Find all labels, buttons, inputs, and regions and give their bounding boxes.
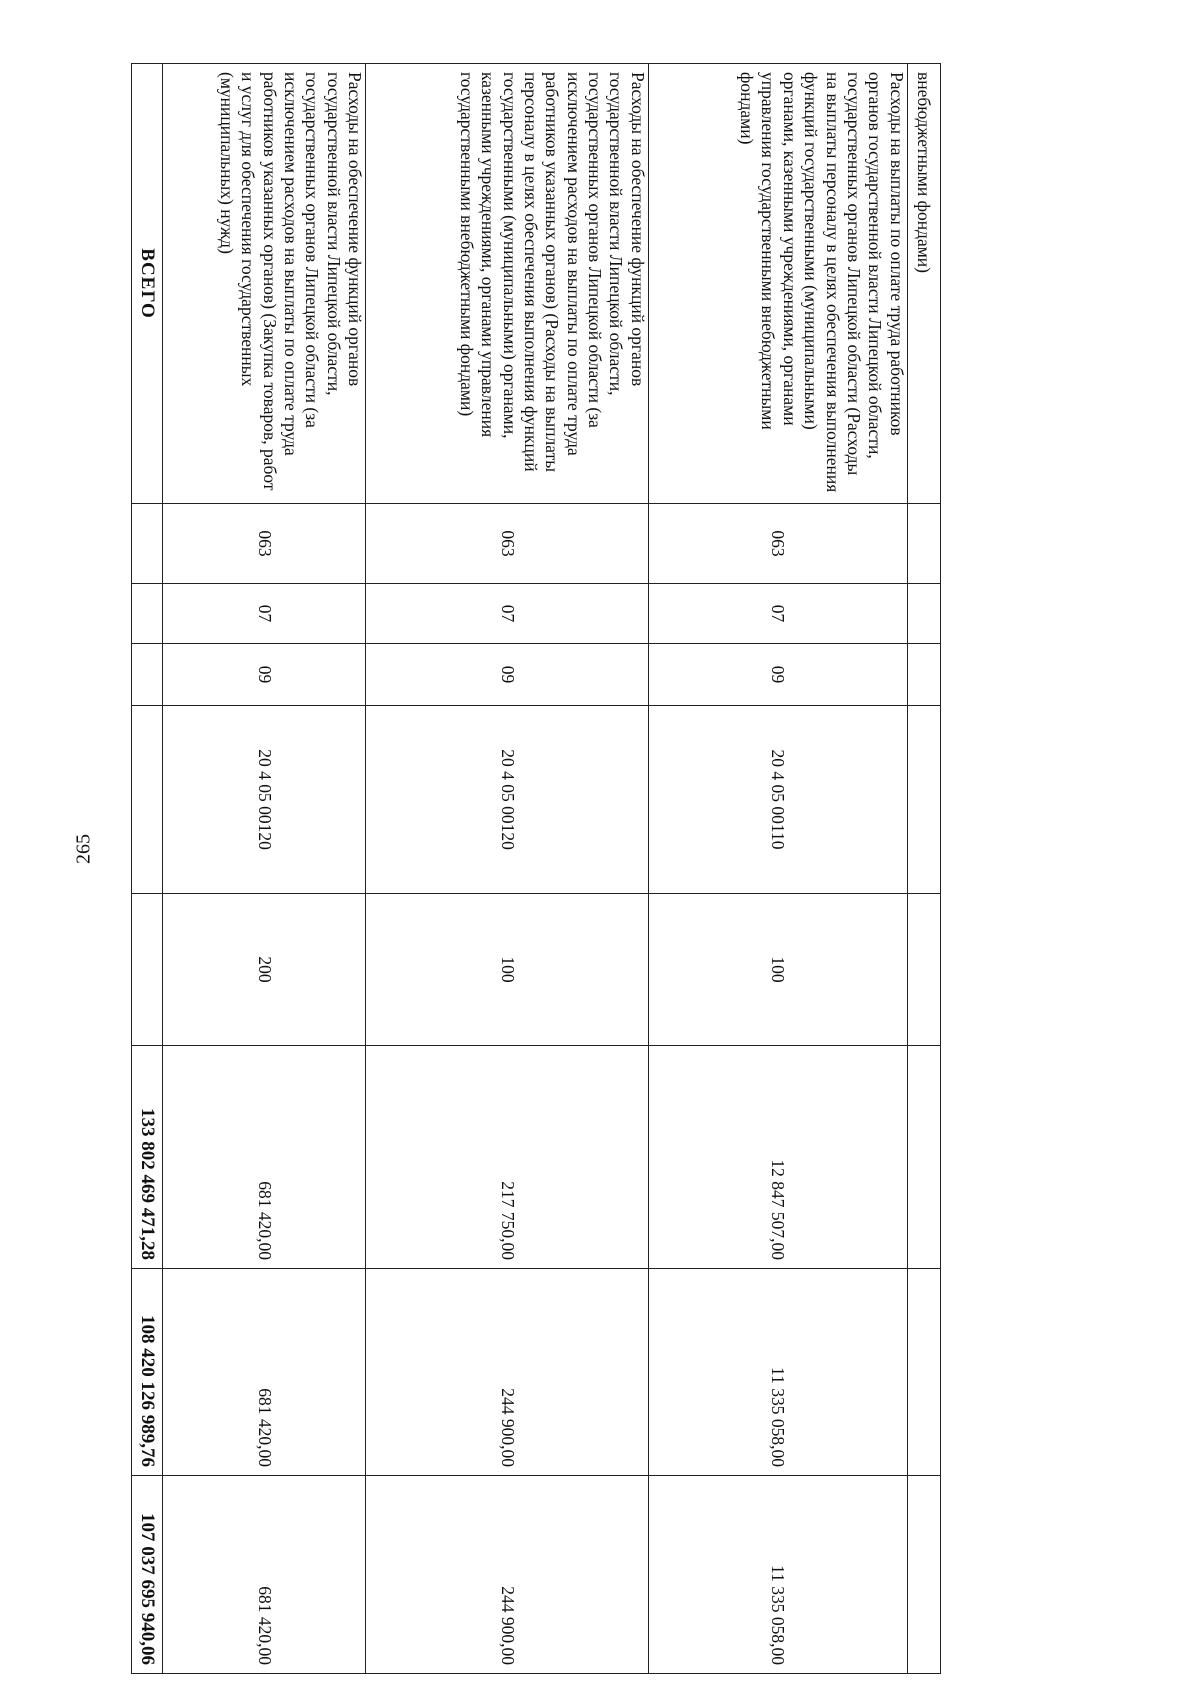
continuation-text: внебюджетными фондами) bbox=[907, 64, 940, 504]
empty-cell bbox=[132, 894, 163, 1046]
expense-description: Расходы на обеспечение функций органов государственной власти Липецкой области, государственных органов Липецкой области (за исключением расходов на выплаты по оплате труда работников указанных органов) (Расходы на выплаты персоналу в целях обеспечения выполнения функций государственными (муниципальными) органами, казенными учреждениями, органами управления государственными внебюджетными фондами) bbox=[366, 64, 649, 504]
sum-year-1: 681 420,00 bbox=[163, 1046, 366, 1269]
total-sum-year-1: 133 802 469 471,28 bbox=[132, 1046, 163, 1269]
empty-cell bbox=[907, 1269, 940, 1476]
continuation-row bbox=[907, 64, 940, 1674]
sum-year-1: 217 750,00 bbox=[366, 1046, 649, 1269]
expense-type-code: 100 bbox=[366, 894, 649, 1046]
sum-year-3: 681 420,00 bbox=[163, 1476, 366, 1674]
empty-cell bbox=[132, 706, 163, 894]
total-row bbox=[132, 64, 163, 1674]
sum-year-2: 244 900,00 bbox=[366, 1269, 649, 1476]
sum-year-3: 244 900,00 bbox=[366, 1476, 649, 1674]
target-article-code: 20 4 05 00120 bbox=[366, 706, 649, 894]
empty-cell bbox=[132, 584, 163, 644]
empty-cell bbox=[907, 706, 940, 894]
total-label: ВСЕГО bbox=[132, 64, 163, 504]
expense-type-code: 100 bbox=[648, 894, 907, 1046]
expense-description: Расходы на выплаты по оплате труда работников органов государственной власти Липецкой области, государственных органов Липецкой области (Расходы на выплаты персоналу в целях обеспечения выполнения функций государственными (муниципальными) органами, казенными учреждениями, органами управления государственными внебюджетными фондами) bbox=[648, 64, 907, 504]
page-number: 265 bbox=[72, 834, 95, 864]
table-row bbox=[163, 64, 366, 1674]
ministry-code: 063 bbox=[366, 504, 649, 584]
section-code: 07 bbox=[366, 584, 649, 644]
expense-description: Расходы на обеспечение функций органов государственной власти Липецкой области, государственных органов Липецкой области (за исключением расходов на выплаты по оплате труда работников указанных органов) (Закупка товаров, работ и услуг для обеспечения государственных (муниципальных) нужд) bbox=[163, 64, 366, 504]
rotated-page-content bbox=[131, 63, 941, 1673]
empty-cell bbox=[907, 1046, 940, 1269]
section-code: 07 bbox=[163, 584, 366, 644]
sum-year-3: 11 335 058,00 bbox=[648, 1476, 907, 1674]
total-sum-year-3: 107 037 695 940,06 bbox=[132, 1476, 163, 1674]
empty-cell bbox=[907, 1476, 940, 1674]
target-article-code: 20 4 05 00110 bbox=[648, 706, 907, 894]
sum-year-1: 12 847 507,00 bbox=[648, 1046, 907, 1269]
ministry-code: 063 bbox=[648, 504, 907, 584]
ministry-code: 063 bbox=[163, 504, 366, 584]
subsection-code: 09 bbox=[648, 644, 907, 706]
table-row bbox=[648, 64, 907, 1674]
section-code: 07 bbox=[648, 584, 907, 644]
sum-year-2: 11 335 058,00 bbox=[648, 1269, 907, 1476]
empty-cell bbox=[907, 644, 940, 706]
target-article-code: 20 4 05 00120 bbox=[163, 706, 366, 894]
empty-cell bbox=[132, 504, 163, 584]
empty-cell bbox=[907, 504, 940, 584]
subsection-code: 09 bbox=[366, 644, 649, 706]
budget-table bbox=[131, 63, 941, 1674]
expense-type-code: 200 bbox=[163, 894, 366, 1046]
empty-cell bbox=[132, 644, 163, 706]
empty-cell bbox=[907, 894, 940, 1046]
empty-cell bbox=[907, 584, 940, 644]
sum-year-2: 681 420,00 bbox=[163, 1269, 366, 1476]
table-row bbox=[366, 64, 649, 1674]
total-sum-year-2: 108 420 126 989,76 bbox=[132, 1269, 163, 1476]
subsection-code: 09 bbox=[163, 644, 366, 706]
